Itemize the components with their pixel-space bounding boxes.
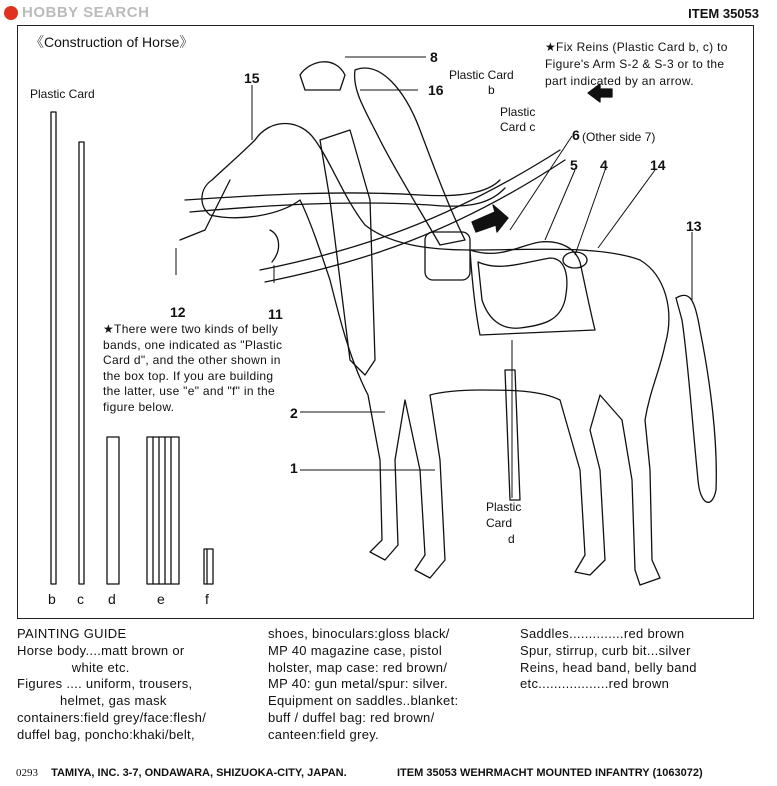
strip-label-d: d (108, 591, 116, 607)
painting-line: Reins, head band, belly band (520, 659, 697, 675)
strip-label-e: e (157, 591, 165, 607)
other-side-note: (Other side 7) (582, 130, 656, 144)
part-number-11: 11 (268, 306, 283, 322)
strip-d (107, 437, 119, 584)
part-number-4: 4 (600, 157, 608, 173)
painting-line: MP 40: gun metal/spur: silver. (268, 676, 449, 692)
painting-line: buff / duffel bag: red brown/ (268, 709, 435, 725)
painting-line: etc..................red brown (520, 676, 670, 692)
part-number-5: 5 (570, 157, 578, 173)
painting-line: Horse body....matt brown or (17, 642, 185, 658)
painting-col-3 (520, 626, 697, 693)
painting-line: MP 40 magazine case, pistol (268, 642, 443, 658)
logo-text: HOBBY SEARCH (22, 4, 150, 21)
card-c-label-2: Card c (500, 120, 536, 134)
plastic-card-label: Plastic Card (30, 87, 95, 101)
card-d-label-2: Card (486, 516, 513, 530)
card-d-label-1: Plastic (486, 500, 522, 514)
painting-line: shoes, binoculars:gloss black/ (268, 626, 450, 641)
painting-line: Saddles..............red brown (520, 626, 685, 641)
painting-col-1 (17, 626, 206, 744)
card-d-label-3: d (508, 532, 515, 546)
diagram-title: 《Construction of Horse》 (30, 34, 194, 50)
painting-line: canteen:field grey. (268, 726, 379, 742)
part-number-15: 15 (244, 70, 260, 86)
painting-line: duffel bag, poncho:khaki/belt, (17, 726, 195, 742)
strip-b (51, 112, 56, 584)
part-number-16: 16 (428, 82, 444, 98)
part-number-6: 6 (572, 127, 580, 143)
company-address: TAMIYA, INC. 3-7, ONDAWARA, SHIZUOKA-CITY, JAPAN. (51, 767, 347, 779)
card-b-label-2: b (488, 83, 495, 97)
painting-line: white etc. (17, 659, 130, 675)
strip-c (79, 142, 84, 584)
painting-line: Spur, stirrup, curb bit...silver (520, 642, 691, 658)
painting-line: containers:field grey/face:flesh/ (17, 709, 207, 725)
painting-heading: PAINTING GUIDE (17, 626, 127, 641)
part-number-8: 8 (430, 49, 438, 65)
painting-line: Equipment on saddles..blanket: (268, 693, 459, 709)
strip-f (204, 549, 213, 584)
card-c-label-1: Plastic (500, 105, 536, 119)
painting-line: Figures .... uniform, trousers, (17, 676, 193, 692)
footer-item: ITEM 35053 WEHRMACHT MOUNTED INFANTRY (1063072) (397, 767, 703, 779)
card-b-label-1: Plastic Card (449, 68, 514, 82)
page-number: 0293 (16, 767, 38, 779)
reins-note: ★Fix Reins (Plastic Card b, c) to Figure's Arm S-2 & S-3 or to the part indicated by an arrow. (545, 40, 728, 88)
part-number-13: 13 (686, 218, 702, 234)
strip-label-c: c (77, 591, 84, 607)
strip-e (147, 437, 179, 584)
strip-label-f: f (205, 591, 209, 607)
painting-col-2 (268, 626, 458, 744)
part-number-1: 1 (290, 460, 298, 476)
belly-band-note: ★There were two kinds of belly bands, one indicated as "Plastic Card d", and the other shown in the box top. If you are building the latter, use "e" and "f" in the figure below. (103, 322, 283, 414)
painting-line: helmet, gas mask (17, 693, 167, 709)
strip-label-b: b (48, 591, 56, 607)
part-number-14: 14 (650, 157, 666, 173)
painting-line: holster, map case: red brown/ (268, 659, 448, 675)
part-number-12: 12 (170, 304, 186, 320)
part-number-2: 2 (290, 405, 298, 421)
item-code: ITEM 35053 (688, 6, 759, 21)
footer-company (16, 767, 347, 779)
